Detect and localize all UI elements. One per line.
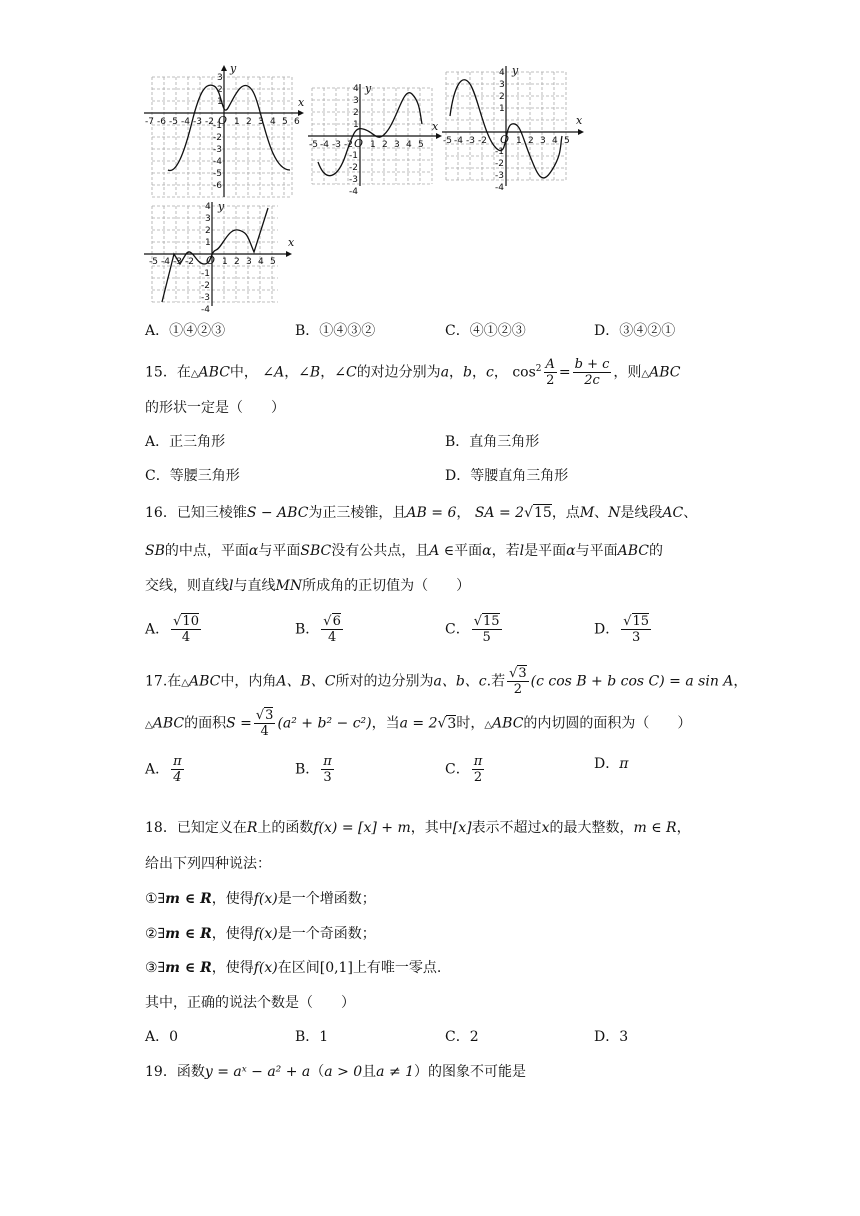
q16-oC: C．: [445, 621, 470, 638]
g1-ytick: 1: [217, 97, 223, 107]
q17-tri-2: △: [145, 719, 153, 731]
g2-xtick: 3: [394, 140, 400, 150]
q18-line-6: 其中，正确的说法个数是（ ）: [145, 995, 355, 1011]
q16-l1d: 、: [594, 505, 609, 521]
g4-ytick: 3: [205, 214, 211, 224]
q17-arad: 3: [447, 715, 457, 732]
q19-expr: y = aˣ − a² + a: [204, 1064, 311, 1080]
q15-line-2: 的形状一定是（ ）: [145, 400, 285, 416]
g2-ytick: -2: [349, 163, 358, 173]
q17-sexpr: (a² + b² − c²): [277, 715, 372, 732]
q18-s1m: m ∈ R: [165, 891, 212, 907]
q16-sa-rad: 15: [533, 505, 552, 521]
graph-3: [442, 66, 587, 196]
graph-3-svg: [442, 66, 587, 196]
q16-l3b: 与直线: [233, 578, 276, 594]
q16-oA-den: 4: [181, 630, 191, 645]
g1-xtick: -3: [193, 117, 202, 127]
q18-statement-2: [145, 924, 376, 944]
g3-ytick: -3: [495, 171, 504, 181]
q16-line-2: [145, 541, 663, 561]
q17-acond: a = 2: [399, 715, 438, 732]
g2-xtick: 5: [418, 140, 424, 150]
q16-oB: B．: [295, 621, 320, 638]
q15-option-d: D．等腰直角三角形: [445, 468, 569, 484]
q16-oD-den: 3: [632, 630, 641, 645]
q17-l2d: 的内切圆的面积为（ ）: [523, 715, 692, 732]
q17-l2a: 的面积: [184, 715, 227, 732]
g1-xtick: -5: [169, 117, 178, 127]
q16-l2b: 与平面: [258, 543, 301, 559]
q18-option-a: A．0: [145, 1029, 179, 1045]
q16-l3a: 交线，则直线: [145, 578, 229, 594]
graph-2-x-label: x: [432, 120, 439, 133]
q19-l1d: ）的图象不可能是: [414, 1064, 527, 1080]
q18-s3i: [0,1]: [319, 960, 353, 976]
graph-3-y-ticks: [495, 68, 505, 193]
g4-ytick: 4: [205, 202, 211, 212]
q16-ab6: AB = 6: [406, 505, 457, 521]
g1-ytick: -5: [213, 169, 222, 179]
q16-l2e: ，若: [491, 543, 520, 559]
q16-l2f: 是平面: [524, 543, 567, 559]
q16-sb: SB: [145, 543, 165, 559]
g1-ytick: -4: [213, 157, 222, 167]
q15-option-a: A．正三角形: [145, 434, 226, 450]
g2-xtick: 2: [382, 140, 388, 150]
q15-prefix: 15．在: [145, 364, 191, 381]
q17-option-a: [145, 754, 186, 785]
q16-alpha-2: α: [482, 543, 492, 559]
graph-3-y-label: y: [512, 64, 519, 77]
q18-l1d: 表示不超过: [471, 820, 542, 836]
q17-oB: B．: [295, 761, 320, 778]
q14-option-d: D．③④②①: [594, 323, 676, 339]
q17-l1c: A、B、C: [276, 673, 336, 690]
q18-bx: [x]: [452, 820, 472, 836]
q17-oA-num: π: [173, 754, 182, 769]
g3-xtick: -2: [478, 136, 487, 146]
q18-l1c: ，其中: [410, 820, 453, 836]
q18-option-d: D．3: [594, 1029, 629, 1045]
q16-l1c: ，点: [551, 505, 580, 521]
q16-sabc: S − ABC: [246, 505, 309, 521]
q19-cond1: a > 0: [324, 1064, 363, 1080]
g4-ytick: 1: [205, 238, 211, 248]
q18-s3f: f(x): [253, 960, 278, 976]
q16-option-c: C． $\frac{√15}{5}$: [445, 614, 500, 645]
g1-xtick: 6: [294, 117, 300, 127]
q17-l1g: ，: [733, 673, 748, 690]
q17-fden: 2: [513, 682, 522, 697]
g3-xtick: 1: [516, 136, 522, 146]
q16-l1a: 16．已知三棱锥: [145, 505, 247, 521]
g4-xtick: 2: [234, 257, 240, 267]
g3-ytick: 4: [499, 68, 505, 78]
g1-ytick: -3: [213, 145, 222, 155]
q16-m: M: [579, 505, 595, 521]
q18-s1c: 是一个增函数；: [277, 891, 376, 907]
q17-sfrac: $\frac{√3}{4}$: [255, 708, 274, 739]
graph-2-curve: [318, 93, 422, 176]
g3-ytick: -1: [495, 147, 504, 157]
q18-l1f: ，: [676, 820, 691, 836]
q16-l3c: 所成角的正切值为（ ）: [302, 578, 471, 594]
q18-option-c: C．2: [445, 1029, 479, 1045]
q16-sa: SA = 2: [474, 505, 525, 521]
g3-ytick: 1: [499, 104, 505, 114]
q16-line-3: [145, 576, 470, 596]
g3-ytick: -2: [495, 159, 504, 169]
graph-1-y-label: y: [230, 62, 237, 75]
g3-xtick: -3: [466, 136, 475, 146]
q15-t1: 中，: [229, 364, 258, 381]
q16-l2d: 平面: [454, 543, 483, 559]
graph-1-origin: O: [218, 114, 228, 127]
q16-oA: A．: [145, 621, 170, 638]
q17-fnum: 3: [518, 666, 527, 681]
graph-3-origin: O: [500, 133, 510, 146]
q15-option-c: C．等腰三角形: [145, 468, 240, 484]
q17-oB-num: π: [323, 754, 332, 769]
q14-option-b: B．①④③②: [295, 323, 376, 339]
q18-s2b: ，使得: [211, 926, 254, 942]
q18-s1b: ，使得: [211, 891, 254, 907]
q17-option-c: [445, 754, 486, 785]
q17-frac: $\frac{√3}{2}$: [509, 666, 527, 697]
q19-cond2: a ≠ 1: [376, 1064, 415, 1080]
q17-sden: 4: [260, 724, 269, 739]
q16-l2g: 与平面: [575, 543, 618, 559]
g4-xtick: 4: [258, 257, 264, 267]
q17-abc-3: ABC: [492, 715, 524, 732]
g4-ytick: -3: [201, 293, 210, 303]
q18-x: x: [541, 820, 550, 836]
g1-xtick: 1: [234, 117, 240, 127]
q15-angB: ∠B: [298, 364, 321, 381]
g1-xtick: 3: [258, 117, 264, 127]
q17-line-2: △ABC的面积S = $\frac{√3}{4}$ (a² + b² − c²)，当a = 2√3时，△ABC的内切圆的面积为（ ）: [145, 708, 692, 739]
q17-oB-den: 3: [323, 770, 332, 785]
q15-t3: ，则: [613, 364, 642, 381]
g2-ytick: -4: [349, 187, 358, 197]
q15-eq: =: [558, 364, 571, 381]
g2-xtick: -4: [320, 140, 329, 150]
g1-ytick: 2: [217, 85, 223, 95]
q17-l1f: .若: [486, 673, 506, 690]
g3-ytick: -4: [495, 183, 504, 193]
g1-ytick: -1: [213, 121, 222, 131]
g4-ytick: -2: [201, 281, 210, 291]
q16-l1f: 、: [683, 505, 698, 521]
q18-statement-3: [145, 958, 441, 978]
q18-l1a: 18．已知定义在: [145, 820, 247, 836]
q16-oB-den: 4: [327, 630, 337, 645]
graph-2-y-label: y: [365, 82, 372, 95]
g1-xtick: -4: [181, 117, 190, 127]
g2-xtick: 1: [370, 140, 376, 150]
q17-option-b: [295, 754, 336, 785]
q16-l2h: 的: [648, 543, 663, 559]
q18-s2c: 是一个奇函数；: [277, 926, 376, 942]
q17-option-d: [594, 754, 628, 774]
g4-xtick: -2: [185, 257, 194, 267]
g2-ytick: -1: [349, 151, 358, 161]
g2-xtick: -2: [344, 140, 353, 150]
graph-4-y-label: y: [218, 200, 225, 213]
q18-line-2: 给出下列四种说法：: [145, 856, 271, 872]
g3-xtick: 5: [564, 136, 570, 146]
q17-oA: A．: [145, 761, 170, 778]
q18-s3d: 上有唯一零点.: [352, 960, 442, 976]
g1-xtick: 2: [246, 117, 252, 127]
g1-xtick: -7: [145, 117, 154, 127]
q17-l1d: 所对的边分别为: [335, 673, 434, 690]
g2-ytick: 3: [353, 96, 359, 106]
q15-frac-num: A: [545, 357, 555, 372]
q17-l1e: a、b、c: [433, 673, 487, 690]
q16-l-2: l: [229, 578, 234, 594]
q17-s: S =: [226, 715, 252, 732]
g4-xtick: -4: [161, 257, 170, 267]
g2-xtick: 4: [406, 140, 412, 150]
g1-ytick: 3: [217, 73, 223, 83]
q16-oD: D．: [594, 621, 620, 638]
g4-xtick: 5: [270, 257, 276, 267]
q17-oC: C．: [445, 761, 470, 778]
graph-3-x-label: x: [576, 114, 583, 127]
q15-rfrac-num: b + c: [574, 357, 610, 372]
g2-xtick: -3: [332, 140, 341, 150]
q17-abc-2: ABC: [152, 715, 185, 732]
q16-option-a: A． $\frac{√10}{4}$: [145, 614, 199, 645]
q16-oC-den: 5: [482, 630, 491, 645]
q19-l1b: （: [310, 1064, 325, 1080]
q17-oC-num: π: [473, 754, 483, 769]
q16-l2a: 的中点，平面: [164, 543, 249, 559]
q16-option-b: B． $\frac{√6}{4}$: [295, 614, 341, 645]
g4-xtick: 3: [246, 257, 252, 267]
q15-tri: △: [190, 368, 199, 380]
q18-option-b: B．1: [295, 1029, 329, 1045]
q14-graphs: [140, 62, 600, 322]
g2-ytick: 1: [353, 120, 359, 130]
q17-l2b: ，当: [371, 715, 400, 732]
q17-oD-val: π: [619, 756, 629, 772]
q17-tri-3: △: [484, 719, 493, 731]
g3-xtick: 3: [540, 136, 546, 146]
q19-l1a: 19．函数: [145, 1064, 205, 1080]
q16-sbc: SBC: [300, 543, 332, 559]
q19-line-1: [145, 1062, 526, 1082]
graph-4-svg: [140, 202, 305, 317]
q16-mn: MN: [275, 578, 303, 594]
g1-xtick: -2: [205, 117, 214, 127]
g4-ytick: -4: [201, 305, 210, 315]
q15-b: b: [463, 364, 473, 381]
q15-option-b: B．直角三角形: [445, 434, 540, 450]
q16-oC-num: 15: [483, 614, 500, 629]
q18-s3a: ③∃: [145, 960, 166, 976]
q15-tri-2: △: [641, 368, 650, 380]
q17-oA-den: 4: [173, 770, 182, 785]
q17-l1b: 中，内角: [220, 673, 277, 690]
q16-l2c: 没有公共点，且: [331, 543, 430, 559]
g1-ytick: -6: [213, 181, 222, 191]
q15-rfrac-den: 2c: [584, 373, 600, 388]
q15-abc-2: ABC: [649, 364, 681, 381]
graph-1: [140, 62, 305, 197]
q14-option-c: C．④①②③: [445, 323, 526, 339]
q16-oB-num: 6: [332, 614, 341, 629]
q16-l1b: 为正三棱锥，且: [308, 505, 407, 521]
q15-frac-left: [544, 357, 557, 388]
q18-s2a: ②∃: [145, 926, 166, 942]
graph-1-x-label: x: [298, 96, 305, 109]
g3-xtick: -4: [454, 136, 463, 146]
g4-xtick: -5: [149, 257, 158, 267]
g1-xtick: 4: [270, 117, 276, 127]
q17-abc: ABC: [188, 673, 221, 690]
q16-alpha-3: α: [566, 543, 576, 559]
q17-oC-den: 2: [473, 770, 483, 785]
graph-1-svg: [140, 62, 305, 197]
q18-line-1: [145, 818, 691, 838]
g3-xtick: -5: [443, 136, 452, 146]
q17-l1a: 17.在: [145, 673, 182, 690]
q16-oD-num: 15: [632, 614, 650, 629]
graph-4-origin: O: [206, 254, 216, 267]
graph-4-x-label: x: [288, 236, 295, 249]
graph-2: [308, 84, 443, 199]
q17-tri: △: [181, 677, 189, 689]
graph-2-svg: [308, 84, 443, 199]
g4-xtick: 1: [222, 257, 228, 267]
q17-oD: D．: [594, 756, 620, 772]
q17-l2c: 时，: [456, 715, 485, 732]
q15-cos: cos: [512, 364, 536, 381]
g2-ytick: -3: [349, 175, 358, 185]
q18-l1b: 上的函数: [257, 820, 314, 836]
g1-xtick: 5: [282, 117, 288, 127]
q15-abc: ABC: [198, 364, 230, 381]
g3-xtick: 4: [552, 136, 558, 146]
g4-xtick: -3: [173, 257, 182, 267]
g4-ytick: 2: [205, 226, 211, 236]
q17-snum: 3: [265, 708, 274, 723]
q16-l: l: [519, 543, 525, 559]
q18-s3m: m ∈ R: [165, 960, 212, 976]
q15-angC: ∠C: [334, 364, 357, 381]
q16-oA-num: 10: [182, 614, 199, 629]
q16-ain: A ∈: [429, 543, 455, 559]
g1-ytick: -2: [213, 133, 222, 143]
q18-s2m: m ∈ R: [165, 926, 212, 942]
q18-s1a: ①∃: [145, 891, 166, 907]
q18-s1f: f(x): [253, 891, 278, 907]
q18-l1e: 的最大整数，: [549, 820, 634, 836]
q19-l1c: 且: [362, 1064, 377, 1080]
q18-statement-1: [145, 889, 376, 909]
q15-a: a: [440, 364, 450, 381]
g2-ytick: 2: [353, 108, 359, 118]
graph-4: [140, 202, 305, 317]
g2-xtick: -5: [309, 140, 318, 150]
q16-n: N: [608, 505, 621, 521]
g3-ytick: 2: [499, 92, 505, 102]
q16-alpha: α: [248, 543, 259, 559]
q15-line-1: 15．在△ABC中， ∠A，∠B，∠C的对边分别为a，b，c， $\cos^2$ $\frac{A}{2}$ = $\frac{b + c}{2c}$ ，则△ABC: [145, 357, 681, 388]
q17-expr: (c cos B + b cos C) = a sin A: [530, 673, 734, 690]
graph-2-x-ticks: [309, 140, 424, 150]
g4-ytick: -1: [201, 269, 210, 279]
g3-xtick: 2: [528, 136, 534, 146]
q15-t2: 的对边分别为: [356, 364, 441, 381]
g2-ytick: 4: [353, 84, 359, 94]
q16-ac: AC: [662, 505, 684, 521]
g1-xtick: -6: [157, 117, 166, 127]
q15-frac-den: 2: [546, 373, 555, 388]
q14-option-a: A．①④②③: [145, 323, 226, 339]
q16-l1e: 是线段: [620, 505, 663, 521]
g3-ytick: 3: [499, 80, 505, 90]
q15-c: c: [486, 364, 494, 381]
q16-option-d: D． $\frac{√15}{3}$: [594, 614, 650, 645]
q18-r: R: [246, 820, 258, 836]
q17-line-1: [145, 666, 747, 697]
graph-2-origin: O: [354, 137, 364, 150]
q18-s3c: 在区间: [277, 960, 320, 976]
q16-line-1: 16．已知三棱锥S − ABC为正三棱锥，且AB = 6， SA = 2√15，点M、N是线段AC、: [145, 505, 698, 521]
q15-angA: ∠A: [262, 364, 285, 381]
q18-s2f: f(x): [253, 926, 278, 942]
q18-s3b: ，使得: [211, 960, 254, 976]
q18-mr: m ∈ R: [633, 820, 677, 836]
graph-1-y-ticks: [213, 73, 223, 191]
q18-fx: f(x) = [x] + m: [313, 820, 411, 836]
q16-abc2: ABC: [617, 543, 649, 559]
graph-1-grid: [152, 77, 292, 197]
q15-frac-right: [573, 357, 612, 388]
